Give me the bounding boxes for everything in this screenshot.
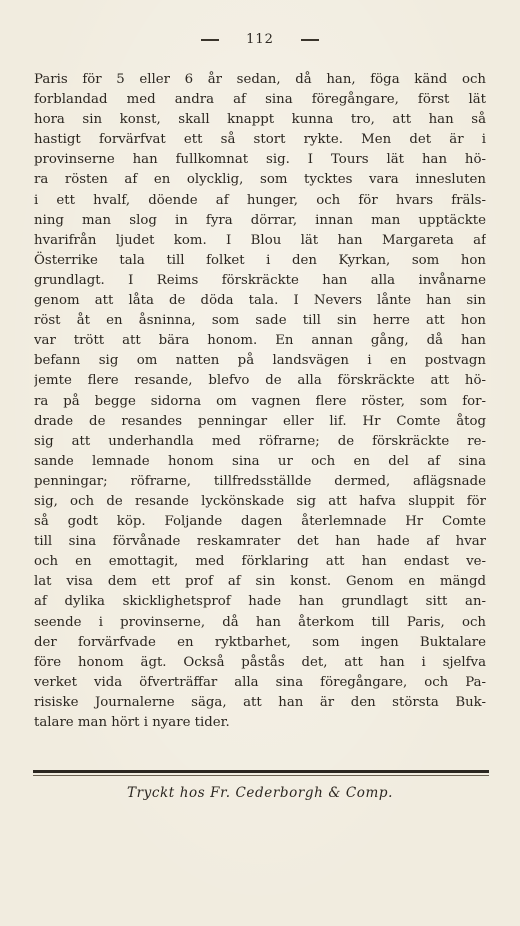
text-line: af dylika skicklighetsprof hade han grundlagt sitt an-	[34, 594, 486, 610]
text-line: drade de resandes penningar eller lif. Hr Comte åtog	[34, 413, 486, 429]
text-line: före honom ägt. Också påstås det, att han i sjelfva	[34, 654, 486, 670]
text-line: der forvärfvade en ryktbarhet, som ingen Buktalare	[34, 634, 486, 650]
text-line: befann sig om natten på landsvägen i en postvagn	[34, 353, 486, 369]
text-line: ning man slog in fyra dörrar, innan man upptäckte	[34, 212, 486, 228]
text-line: genom att låta de döda tala. I Nevers lånte han sin	[34, 293, 486, 309]
text-line: risiske Journalerne säga, att han är den största Buk-	[34, 694, 486, 710]
text-line: hastigt forvärfvat ett så stort rykte. Men det är i	[34, 132, 486, 148]
text-line: sande lemnade honom sina ur och en del af sina	[34, 453, 486, 469]
printer-imprint: Tryckt hos Fr. Cederborgh & Comp.	[126, 785, 394, 801]
text-line: i ett hvalf, döende af hunger, och för hvars fräls-	[34, 192, 486, 208]
text-line: så godt köp. Foljande dagen återlemnade Hr Comte	[34, 514, 486, 530]
text-line: hvarifrån ljudet kom. I Blou lät han Margareta af	[34, 232, 486, 248]
text-line: Paris för 5 eller 6 år sedan, då han, föga känd och	[34, 72, 486, 87]
text-line: var trött att bära honom. En annan gång, då han	[34, 333, 486, 349]
text-line: och en emottagit, med förklaring att han endast ve-	[34, 554, 486, 570]
header-dash-right	[301, 39, 319, 41]
text-line: talare man hört i nyare tider.	[34, 715, 230, 730]
body-text	[34, 70, 486, 733]
text-line: jemte flere resande, blefvo de alla förskräckte att hö-	[34, 373, 486, 389]
footer-rule	[33, 770, 489, 773]
text-line: forblandad med andra af sina föregångare, först lät	[34, 92, 486, 108]
text-line: hora sin konst, skall knappt kunna tro, att han så	[34, 112, 486, 128]
text-line: Österrike tala till folket i den Kyrkan, som hon	[34, 252, 486, 268]
footer-rule-thin	[33, 775, 489, 776]
text-line: penningar; röfrarne, tillfredsställde dermed, aflägsnade	[34, 473, 486, 489]
text-line: grundlagt. I Reims förskräckte han alla invånarne	[34, 272, 486, 288]
text-line: lat visa dem ett prof af sin konst. Genom en mängd	[34, 574, 486, 590]
text-line: röst åt en åsninna, som sade till sin herre att hon	[34, 313, 486, 329]
text-line: seende i provinserne, då han återkom till Paris, och	[34, 614, 486, 630]
text-line: provinserne han fullkomnat sig. I Tours lät han hö-	[34, 152, 486, 168]
text-line: sig att underhandla med röfrarne; de förskräckte re-	[34, 433, 486, 449]
text-line: ra rösten af en olycklig, som tycktes vara innesluten	[34, 172, 486, 188]
header-dash-left	[201, 39, 219, 41]
text-line: ra på begge sidorna om vagnen flere röster, som for-	[34, 393, 486, 409]
text-line: sig, och de resande lyckönskade sig att hafva sluppit för	[34, 493, 486, 509]
text-line: verket vida öfverträffar alla sina föregångare, och Pa-	[34, 674, 486, 690]
page-number: 112	[246, 32, 274, 47]
text-line: till sina förvånade reskamrater det han hade af hvar	[34, 534, 486, 550]
page-header	[0, 32, 520, 52]
